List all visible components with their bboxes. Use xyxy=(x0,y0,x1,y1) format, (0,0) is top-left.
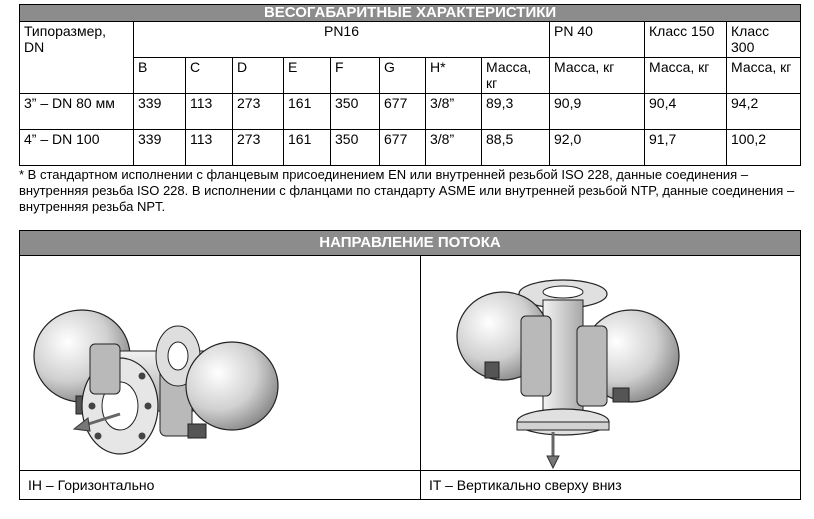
cell-e: 161 xyxy=(284,130,331,166)
class300-header: Класс 300 xyxy=(727,22,801,58)
horizontal-trap-cell xyxy=(20,256,421,471)
dim-header-c: C xyxy=(186,58,233,94)
cell-d: 273 xyxy=(233,130,284,166)
vertical-trap-cell xyxy=(421,256,801,471)
pn16-header: PN16 xyxy=(134,22,550,58)
vertical-trap-image xyxy=(421,256,801,470)
flow-title: НАПРАВЛЕНИЕ ПОТОКА xyxy=(20,231,801,256)
mass-header-300: Масса, кг xyxy=(727,58,801,94)
cell-h: 3/8” xyxy=(426,130,482,166)
footnote: * В стандартном исполнении с фланцевым присоединением EN или внутренней резьбой ISO 228, данные соединения – внутренняя резьба ISO 228. В исполнении с фланцами по стандарту ASME или внутренней резьбой NTP, данные соединения – внутренняя резьба NPT. xyxy=(19,167,795,214)
flow-table xyxy=(19,230,801,500)
vertical-caption: IT – Вертикально сверху вниз xyxy=(421,471,801,500)
table-row xyxy=(20,130,801,166)
flow-arrow-icon xyxy=(547,432,559,468)
cell-f: 350 xyxy=(331,94,380,130)
cell-mass-150: 91,7 xyxy=(645,130,727,166)
horizontal-caption: IH – Горизонтально xyxy=(20,471,421,500)
cell-f: 350 xyxy=(331,130,380,166)
dim-header-g: G xyxy=(380,58,426,94)
cell-b: 339 xyxy=(134,130,186,166)
mass-header-pn40: Масса, кг xyxy=(550,58,645,94)
cell-g: 677 xyxy=(380,130,426,166)
cell-mass-pn16: 88,5 xyxy=(482,130,550,166)
cell-e: 161 xyxy=(284,94,331,130)
cell-mass-150: 90,4 xyxy=(645,94,727,130)
specs-table xyxy=(19,4,801,166)
cell-mass-pn16: 89,3 xyxy=(482,94,550,130)
table-row xyxy=(20,94,801,130)
class150-header: Класс 150 xyxy=(645,22,727,58)
cell-c: 113 xyxy=(186,130,233,166)
cell-mass-pn40: 92,0 xyxy=(550,130,645,166)
row-size: 3” – DN 80 мм xyxy=(20,94,134,130)
horizontal-trap-image xyxy=(20,256,421,470)
cell-mass-pn40: 90,9 xyxy=(550,94,645,130)
cell-mass-300: 94,2 xyxy=(727,94,801,130)
mass-header-150: Масса, кг xyxy=(645,58,727,94)
dim-header-d: D xyxy=(233,58,284,94)
size-header: Типоразмер, DN xyxy=(20,22,134,94)
cell-d: 273 xyxy=(233,94,284,130)
mass-header-pn16: Масса, кг xyxy=(482,58,550,94)
pn40-header: PN 40 xyxy=(550,22,645,58)
specs-title: ВЕСОГАБАРИТНЫЕ ХАРАКТЕРИСТИКИ xyxy=(20,5,801,22)
cell-c: 113 xyxy=(186,94,233,130)
cell-b: 339 xyxy=(134,94,186,130)
dim-header-e: E xyxy=(284,58,331,94)
cell-mass-300: 100,2 xyxy=(727,130,801,166)
cell-g: 677 xyxy=(380,94,426,130)
row-size: 4” – DN 100 xyxy=(20,130,134,166)
cell-h: 3/8” xyxy=(426,94,482,130)
dim-header-h: H* xyxy=(426,58,482,94)
dim-header-f: F xyxy=(331,58,380,94)
dim-header-b: B xyxy=(134,58,186,94)
